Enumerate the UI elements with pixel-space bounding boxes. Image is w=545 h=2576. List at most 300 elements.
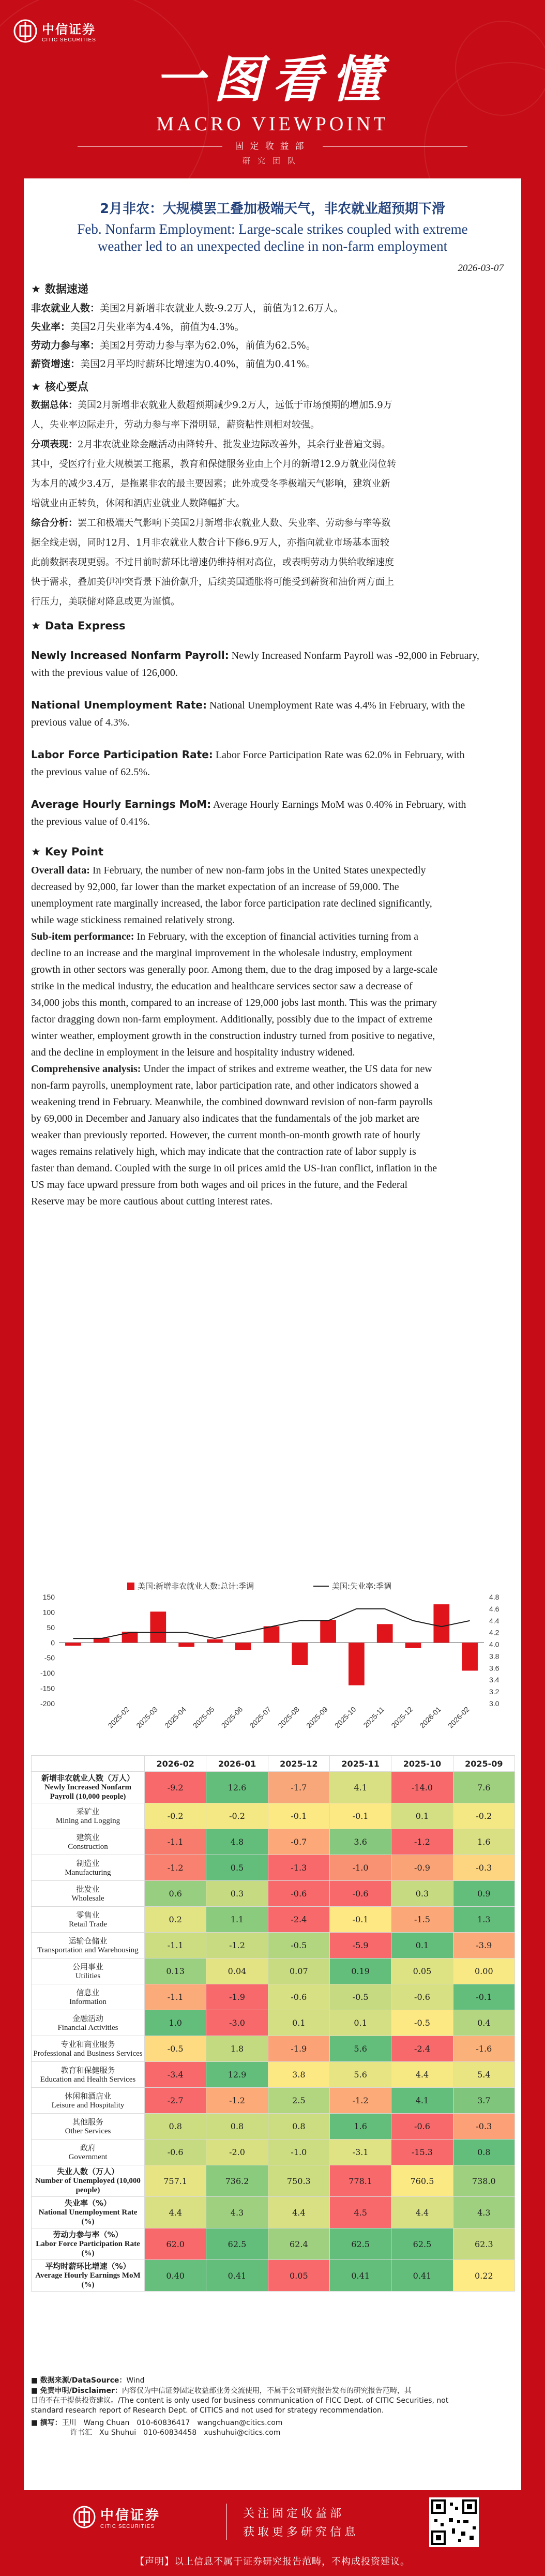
data-text: Newly Increased Nonfarm Payroll was -92,000 in February, (229, 650, 479, 661)
bullet-icon: ■ (31, 2376, 40, 2385)
table-cell: -0.3 (453, 2114, 514, 2140)
table-cell: -1.2 (206, 2088, 268, 2114)
nonfarm-bar (65, 1643, 81, 1646)
footer-logo (72, 2505, 160, 2529)
para-line: decline to an increase and the marginal improvement in the wholesale industry, employment (31, 947, 413, 959)
table-cell: 0.4 (453, 2010, 514, 2036)
citic-logo-icon (13, 19, 38, 43)
data-text: National Unemployment Rate was 4.4% in February, with the (206, 700, 465, 711)
table-row (32, 2010, 515, 2036)
table-cell: -1.9 (268, 2036, 329, 2062)
table-cell: 4.8 (206, 1829, 268, 1855)
x-tick-label: 2026-02 (446, 1705, 471, 1730)
nonfarm-bar (150, 1611, 166, 1643)
heading-text: Data Express (44, 620, 126, 632)
row-label-en: Education and Health Services (40, 2075, 136, 2084)
column-header: 2025-10 (391, 1756, 453, 1772)
para-line: growth in other sectors was generally poor. Among them, due to the drag imposed by a large-scale (31, 964, 438, 975)
y-right-tick-label: 4.6 (489, 1604, 499, 1613)
data-text: 美国2月新增非农就业人数-9.2万人，前值为12.6万人。 (100, 303, 344, 314)
table-cell: 0.41 (329, 2260, 391, 2292)
table-cell: -0.1 (453, 1984, 514, 2010)
header-banner (0, 0, 545, 178)
table-cell: 1.3 (453, 1907, 514, 1933)
table-cell: -1.5 (391, 1907, 453, 1933)
y-right-tick-label: 4.0 (489, 1640, 499, 1649)
para-line: 快于需求，叠加美伊冲突背景下油价飙升，后续美国通胀将可能受到薪资和油价两方面上 (31, 577, 394, 587)
y-right-tick-label: 3.4 (489, 1676, 499, 1684)
divider (226, 2504, 227, 2540)
row-label (32, 1829, 145, 1855)
nonfarm-bar (405, 1643, 421, 1648)
table-cell: -0.3 (453, 1855, 514, 1881)
x-tick-label: 2025-10 (332, 1705, 358, 1730)
row-label-en: Average Hourly Earnings MoM (%) (35, 2271, 141, 2289)
table-cell: -3.0 (206, 2010, 268, 2036)
company-logo (13, 19, 96, 43)
logo-cn-text: 中信证券 (42, 22, 96, 37)
table-cell: -3.4 (145, 2062, 206, 2088)
row-label-cn: 休闲和酒店业 (64, 2091, 111, 2101)
row-label-cn: 专业和商业服务 (60, 2039, 115, 2049)
table-cell: 0.1 (391, 1933, 453, 1959)
para-label: Overall data: (31, 865, 90, 876)
table-cell: 778.1 (329, 2165, 391, 2197)
row-label-en: Newly Increased Nonfarm Payroll (10,000 people) (44, 1783, 132, 1801)
nonfarm-bar (462, 1643, 478, 1670)
table-cell: 4.4 (391, 2197, 453, 2228)
row-label-cn: 失业率（%） (64, 2198, 112, 2208)
note-text: 内容仅为中信证券固定收益部业务交流使用，不属于公司研究报告发布的研究报告范畴，其 (122, 2387, 412, 2395)
note-label: 数据来源/DataSource： (40, 2376, 127, 2385)
note-text: Wind (126, 2376, 145, 2385)
table-cell: 4.4 (145, 2197, 206, 2228)
footer-disclaimer: 【声明】以上信息不属于证券研究报告范畴，不构成投资建议。 (135, 2556, 410, 2567)
row-label (32, 2165, 145, 2197)
x-tick-label: 2025-08 (276, 1705, 301, 1730)
row-label-cn: 政府 (80, 2143, 96, 2152)
note-label: 免责申明/Disclaimer： (40, 2387, 122, 2395)
table-cell: -5.9 (329, 1933, 391, 1959)
section-heading-data-cn (31, 281, 88, 296)
data-label: Average Hourly Earnings MoM: (31, 798, 211, 810)
report-title-en (24, 221, 521, 255)
table-row (32, 1772, 515, 1803)
table-row (32, 2197, 515, 2228)
para-line: In February, with the exception of financial activities turning from a (134, 931, 419, 942)
bullet-icon: ■ (31, 2419, 40, 2427)
table-cell: -1.1 (145, 1933, 206, 1959)
table-cell: -1.6 (453, 2036, 514, 2062)
row-label-cn: 劳动力参与率（%） (53, 2230, 123, 2239)
table-cell: 62.5 (391, 2228, 453, 2260)
key-paragraph-overall (31, 396, 515, 435)
row-label (32, 1772, 145, 1803)
table-row (32, 1959, 515, 1984)
star-icon: ★ (31, 283, 41, 295)
table-cell: -1.0 (329, 1855, 391, 1881)
heading-text: 核心要点 (44, 381, 88, 393)
y-right-tick-label: 4.8 (489, 1593, 499, 1601)
legend-bar-swatch (127, 1583, 134, 1590)
table-cell: -0.6 (329, 1881, 391, 1907)
star-icon: ★ (31, 846, 41, 858)
table-cell: 62.0 (145, 2228, 206, 2260)
table-cell: -0.6 (391, 1984, 453, 2010)
row-label-cn: 采矿业 (76, 1806, 100, 1816)
qr-code-icon (429, 2497, 479, 2547)
y-right-tick-label: 3.6 (489, 1664, 499, 1673)
para-line: wages remains relatively high, which may indicate that the contraction rate of labor supply is (31, 1146, 416, 1157)
column-header: 2025-11 (329, 1756, 391, 1772)
key-paragraph-analysis (31, 514, 515, 612)
para-line: 人，失业率边际走升，劳动力参与率下滑明显，薪资粘性则相对较强。 (31, 419, 320, 430)
table-cell: 757.1 (145, 2165, 206, 2197)
para-line: 美国2月新增非农就业人数超预期减少9.2万人，远低于市场预期的增加5.9万 (78, 400, 392, 411)
data-text: with the previous value of 126,000. (31, 667, 178, 679)
table-cell: -0.6 (268, 1984, 329, 2010)
row-label (32, 1984, 145, 2010)
y-right-tick-label: 4.4 (489, 1616, 499, 1625)
para-line: Under the impact of strikes and extreme weather, the US data for new (141, 1063, 432, 1075)
note-label: 撰写： (40, 2419, 62, 2427)
data-item-en (31, 746, 515, 781)
table-row (32, 1829, 515, 1855)
table-cell: 0.41 (206, 2260, 268, 2292)
y-left-tick-label: -150 (40, 1684, 55, 1693)
table-cell: 1.0 (145, 2010, 206, 2036)
para-line: 增就业由正转负，休闲和酒店业就业人数降幅扩大。 (31, 498, 245, 509)
data-text: the previous value of 62.5%. (31, 766, 150, 778)
x-tick-label: 2025-11 (361, 1705, 386, 1729)
table-cell: 3.8 (268, 2062, 329, 2088)
table-cell: 736.2 (206, 2165, 268, 2197)
bullet-icon: ■ (31, 2387, 40, 2395)
row-label (32, 1907, 145, 1933)
data-text: 美国2月劳动力参与率为62.0%，前值为62.5%。 (100, 340, 316, 351)
main-banner-title: 一图看懂 (155, 51, 390, 109)
row-label (32, 1933, 145, 1959)
data-item (31, 336, 515, 355)
x-tick-label: 2025-09 (305, 1705, 329, 1730)
table-row (32, 2088, 515, 2114)
table-cell: -0.2 (453, 1803, 514, 1829)
table-cell: 4.4 (268, 2197, 329, 2228)
y-left-tick-label: 150 (42, 1593, 55, 1601)
table-cell: 0.40 (145, 2260, 206, 2292)
table-cell: 0.8 (145, 2114, 206, 2140)
key-paragraph-sub-en (31, 928, 515, 1061)
macro-viewpoint-title: MACRO VIEWPOINT (156, 113, 389, 135)
row-label-en: Information (69, 1997, 107, 2006)
table-cell: -0.5 (391, 2010, 453, 2036)
row-label (32, 2140, 145, 2165)
row-label-cn: 教育和保健服务 (60, 2065, 115, 2075)
row-label-cn: 建筑业 (76, 1832, 100, 1842)
data-item-en (31, 647, 515, 682)
nonfarm-unemployment-chart (24, 1576, 521, 1747)
nonfarm-bar (207, 1639, 223, 1643)
heading-text: Key Point (44, 846, 103, 858)
note-text: 许书汇 Xu Shuhui 010-60834458 xushuhui@citics.com (70, 2429, 281, 2437)
column-header: 2025-09 (453, 1756, 514, 1772)
table-cell: -0.2 (145, 1803, 206, 1829)
section-heading-key-cn (31, 379, 88, 394)
row-label-en: Professional and Business Services (33, 2049, 143, 2058)
para-line: factor dragging down non-farm employment. Additionally, possibly due to the impact of extreme (31, 1014, 433, 1025)
table-cell: 4.4 (391, 2062, 453, 2088)
y-right-tick-label: 3.0 (489, 1699, 499, 1708)
footer-logo-cn: 中信证券 (100, 2508, 161, 2523)
table-cell: -0.2 (206, 1803, 268, 1829)
table-cell: 2.5 (268, 2088, 329, 2114)
table-cell: 0.1 (268, 2010, 329, 2036)
data-text: Average Hourly Earnings MoM was 0.40% in February, with (211, 799, 466, 810)
report-date: 2026-03-07 (458, 263, 504, 274)
key-paragraph-analysis-en (31, 1061, 515, 1210)
nonfarm-bar (264, 1626, 280, 1643)
table-cell: 0.22 (453, 2260, 514, 2292)
row-label-en: Other Services (65, 2127, 111, 2135)
data-item-en (31, 697, 515, 731)
table-row (32, 2165, 515, 2197)
key-paragraph-sub (31, 435, 515, 514)
para-line: 此前数据表现更弱。不过目前时薪环比增速仍维持相对高位，或表明劳动力供给收缩速度 (31, 557, 394, 568)
row-label (32, 1803, 145, 1829)
table-cell: 0.00 (453, 1959, 514, 1984)
row-label-cn: 新增非农就业人数（万人） (41, 1773, 134, 1783)
table-cell: 1.1 (206, 1907, 268, 1933)
row-label (32, 1959, 145, 1984)
table-cell: -0.1 (268, 1803, 329, 1829)
y-left-tick-label: -50 (44, 1653, 55, 1662)
x-tick-label: 2025-12 (389, 1705, 415, 1730)
row-label (32, 2036, 145, 2062)
table-cell: 62.4 (268, 2228, 329, 2260)
data-item-en (31, 796, 515, 831)
row-label-en: Retail Trade (69, 1920, 107, 1929)
column-header: 2025-12 (268, 1756, 329, 1772)
title-en-line: Feb. Nonfarm Employment: Large-scale strikes coupled with extreme (77, 221, 468, 237)
table-row (32, 2228, 515, 2260)
table-cell: 4.1 (329, 1772, 391, 1803)
data-text: Labor Force Participation Rate was 62.0% in February, with (213, 749, 465, 761)
data-item (31, 318, 515, 336)
author-note (31, 2418, 515, 2438)
x-tick-label: 2025-07 (248, 1705, 273, 1730)
data-label: Newly Increased Nonfarm Payroll: (31, 649, 229, 661)
section-heading-data-en (31, 620, 125, 632)
table-row (32, 2260, 515, 2292)
nonfarm-bar (178, 1643, 194, 1647)
nonfarm-bar (292, 1643, 308, 1665)
note-text: 目的不在于提供投资建议。/The content is only used for business communication of FICC Dept. of CITIC Securities, not (31, 2397, 449, 2405)
table-cell: 0.2 (145, 1907, 206, 1933)
row-label (32, 2010, 145, 2036)
table-cell: -0.5 (145, 2036, 206, 2062)
data-item (31, 299, 515, 318)
row-label-cn: 其他服务 (72, 2117, 103, 2127)
department-name: 固定收益部 (235, 141, 310, 152)
para-line: 据全线走弱，同时12月、1月非农就业人数合计下修6.9万人，亦指向就业市场基本面较 (31, 537, 389, 548)
table-header-row (32, 1756, 515, 1772)
footer-logo-en: CITIC SECURITIES (100, 2524, 155, 2529)
data-label: National Unemployment Rate: (31, 699, 207, 711)
para-line: Reserve may be more cautious about cutting interest rates. (31, 1196, 273, 1207)
table-cell: -15.3 (391, 2140, 453, 2165)
note-text: 王川 Wang Chuan 010-60836417 wangchuan@citics.com (62, 2419, 283, 2427)
table-cell: -1.0 (268, 2140, 329, 2165)
table-cell: -1.9 (206, 1984, 268, 2010)
title-en-line: weather led to an unexpected decline in non-farm employment (97, 238, 448, 254)
nonfarm-bar (377, 1624, 393, 1643)
row-label (32, 2114, 145, 2140)
table-cell: 4.3 (206, 2197, 268, 2228)
table-cell: 3.6 (329, 1829, 391, 1855)
table-cell: -1.2 (206, 1933, 268, 1959)
table-row (32, 2140, 515, 2165)
table-corner-cell (32, 1756, 145, 1772)
data-text: previous value of 4.3%. (31, 717, 130, 728)
para-line: weakening trend in February. Meanwhile, the combined downward revision of non-farm payrolls (31, 1096, 433, 1108)
row-label (32, 2062, 145, 2088)
row-label-en: Manufacturing (65, 1868, 111, 1877)
nonfarm-bar (349, 1643, 365, 1685)
table-cell: 0.8 (206, 2114, 268, 2140)
heading-text: 数据速递 (44, 283, 88, 295)
data-label: Labor Force Participation Rate: (31, 748, 213, 761)
table-cell: -0.5 (329, 1984, 391, 2010)
table-cell: -0.1 (329, 1907, 391, 1933)
table-cell: 12.9 (206, 2062, 268, 2088)
column-header: 2026-02 (145, 1756, 206, 1772)
table-cell: 738.0 (453, 2165, 514, 2197)
table-cell: 0.05 (268, 2260, 329, 2292)
table-cell: 0.3 (391, 1881, 453, 1907)
table-row (32, 1855, 515, 1881)
table-cell: -2.4 (268, 1907, 329, 1933)
footer-follow-text: 关注固定收益部 (243, 2507, 345, 2520)
nonfarm-bar (320, 1620, 336, 1643)
table-cell: 1.6 (453, 1829, 514, 1855)
para-line: 为本月的减少3.4万，是拖累非农的最主要因素；此外或受冬季极端天气影响，建筑业新 (31, 478, 390, 489)
y-left-tick-label: 0 (51, 1638, 55, 1647)
row-label-cn: 公用事业 (72, 1962, 103, 1971)
row-label-en: Leisure and Hospitality (51, 2101, 125, 2110)
table-cell: 7.6 (453, 1772, 514, 1803)
y-left-tick-label: -200 (40, 1699, 55, 1708)
row-label-en: Mining and Logging (55, 1816, 120, 1825)
x-tick-label: 2026-01 (418, 1705, 443, 1730)
table-row (32, 2062, 515, 2088)
para-line: non-farm payrolls, unemployment rate, labor participation rate, and other indicators showed a (31, 1080, 419, 1091)
table-cell: 0.13 (145, 1959, 206, 1984)
data-label: 非农就业人数： (31, 303, 100, 314)
table-cell: -2.7 (145, 2088, 206, 2114)
row-label (32, 2228, 145, 2260)
y-left-tick-label: 100 (42, 1608, 55, 1617)
y-left-tick-label: -100 (40, 1669, 55, 1678)
table-cell: 0.9 (453, 1881, 514, 1907)
para-line: 2月非农就业除金融活动由降转升、批发业边际改善外，其余行业普遍文弱。 (78, 439, 391, 450)
row-label (32, 1881, 145, 1907)
para-label: Sub-item performance: (31, 931, 134, 942)
table-cell: 1.6 (329, 2114, 391, 2140)
data-text: the previous value of 0.41%. (31, 816, 150, 827)
row-label-en: Construction (68, 1842, 108, 1851)
table-cell: 0.6 (145, 1881, 206, 1907)
row-label-en: Financial Activities (57, 2023, 118, 2032)
para-line: unemployment rate marginally increased, the labor force participation rate declined significantly, (31, 898, 432, 909)
row-label (32, 1855, 145, 1881)
y-right-tick-label: 3.8 (489, 1652, 499, 1661)
footer-more-text: 获取更多研究信息 (243, 2526, 359, 2539)
table-cell: 62.5 (206, 2228, 268, 2260)
nonfarm-bar (235, 1643, 251, 1650)
table-cell: 760.5 (391, 2165, 453, 2197)
y-right-tick-label: 3.2 (489, 1688, 499, 1696)
row-label-en: Number of Unemployed (10,000 people) (35, 2177, 141, 2194)
qr-code[interactable] (429, 2497, 479, 2547)
star-icon: ★ (31, 381, 41, 393)
para-line: 罢工和极端天气影响下美国2月新增非农就业人数、失业率、劳动参与率等数 (78, 518, 391, 529)
table-cell: -0.5 (268, 1933, 329, 1959)
row-label-en: Government (68, 2152, 108, 2161)
table-cell: 0.05 (391, 1959, 453, 1984)
para-line: and the decline in employment in the leisure and hospitality industry widened. (31, 1047, 355, 1058)
x-tick-label: 2025-06 (219, 1705, 245, 1730)
table-cell: 0.1 (329, 2010, 391, 2036)
table-cell: -0.6 (145, 2140, 206, 2165)
para-line: strike in the medical industry, the education and healthcare services sector saw a decrease of (31, 981, 413, 992)
table-cell: 0.1 (391, 1803, 453, 1829)
para-line: 其中，受医疗行业大规模罢工拖累，教育和保健服务业由上个月的新增12.9万就业岗位转 (31, 459, 397, 470)
para-line: by 69,000 in December and January also indicates that the fundamentals of the job market are (31, 1113, 419, 1124)
employment-data-table (31, 1755, 515, 2292)
table-cell: 0.8 (453, 2140, 514, 2165)
table-cell: 3.7 (453, 2088, 514, 2114)
row-label-cn: 批发业 (76, 1884, 100, 1894)
table-cell: 0.8 (268, 2114, 329, 2140)
note-text: standard research report of Research Dept. of CITICS and not used for strategy recommendation. (31, 2406, 384, 2415)
para-line: US may face upward pressure from both wages and oil prices in the future, and the Federal (31, 1179, 408, 1191)
citic-logo-icon (72, 2505, 96, 2529)
table-row (32, 1907, 515, 1933)
row-label-en: National Unemployment Rate (%) (38, 2208, 138, 2226)
para-line: 34,000 jobs this month, compared to an increase of 129,000 jobs last month. This was the primary (31, 997, 437, 1008)
table-cell: 0.07 (268, 1959, 329, 1984)
table-cell: 62.5 (329, 2228, 391, 2260)
table-row (32, 2114, 515, 2140)
table-cell: 62.3 (453, 2228, 514, 2260)
source-note (31, 2376, 515, 2386)
table-cell: -0.1 (329, 1803, 391, 1829)
table-cell: -0.9 (391, 1855, 453, 1881)
table-cell: 5.6 (329, 2062, 391, 2088)
table-cell: -1.7 (268, 1772, 329, 1803)
table-cell: -1.1 (145, 1984, 206, 2010)
row-label-en: Wholesale (71, 1894, 104, 1903)
y-right-tick-label: 4.2 (489, 1628, 499, 1637)
table-cell: -3.1 (329, 2140, 391, 2165)
table-cell: -1.3 (268, 1855, 329, 1881)
table-cell: -14.0 (391, 1772, 453, 1803)
x-tick-label: 2025-02 (106, 1705, 131, 1730)
table-row (32, 1881, 515, 1907)
report-title-cn: 2月非农：大规模罢工叠加极端天气，非农就业超预期下滑 (99, 201, 446, 217)
row-label-en: Utilities (75, 1971, 101, 1980)
table-cell: -9.2 (145, 1772, 206, 1803)
